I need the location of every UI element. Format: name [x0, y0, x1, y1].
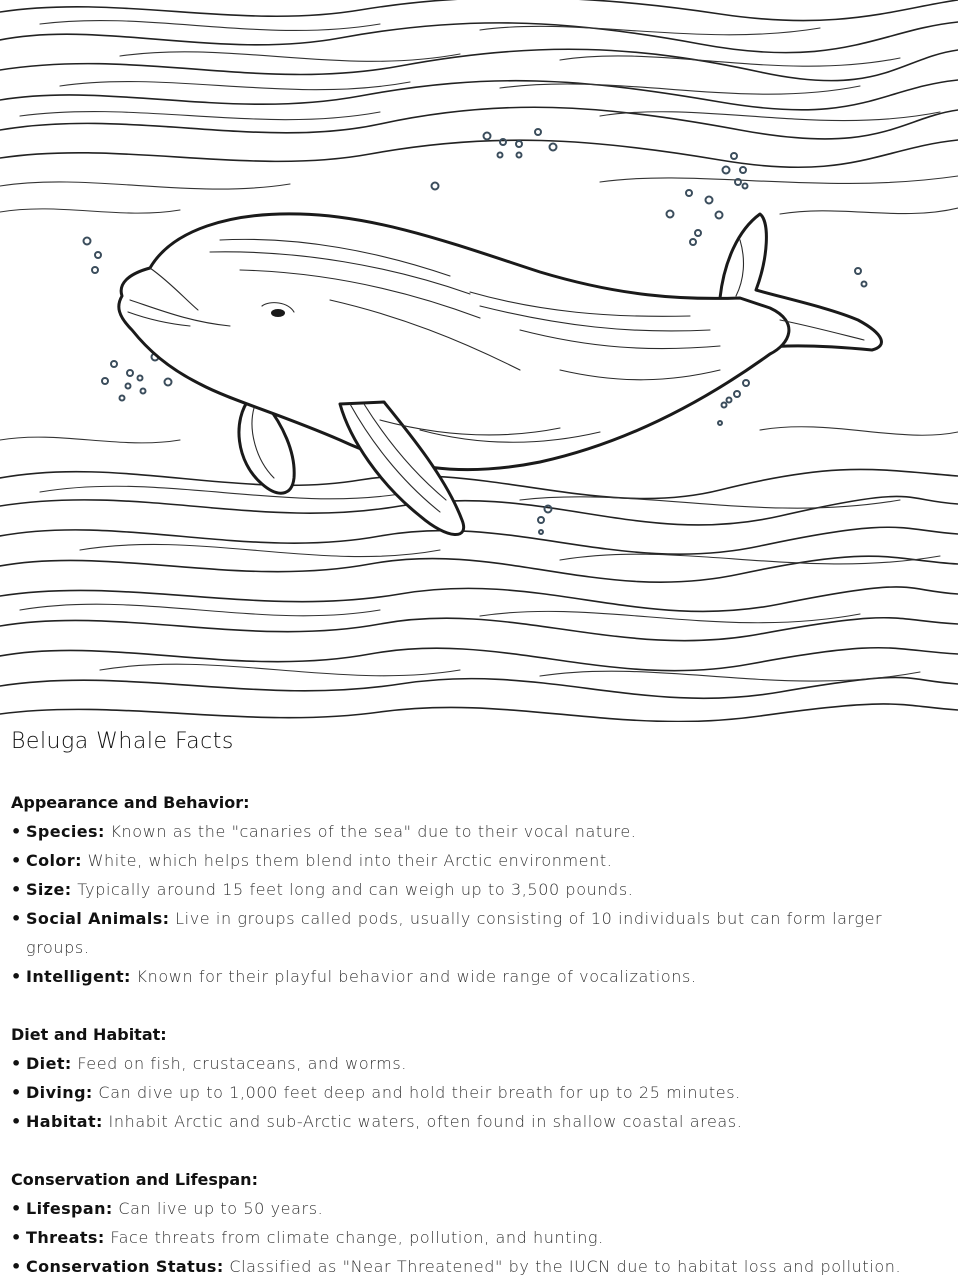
fact-text: Can live up to 50 years. — [118, 1199, 324, 1218]
facts-document — [11, 727, 951, 1281]
section-conservation-lifespan — [11, 1165, 951, 1281]
fact-list — [11, 1194, 951, 1281]
fact-item-size — [11, 875, 951, 904]
bullet: • — [11, 909, 22, 928]
bullet: • — [11, 822, 22, 841]
section-heading: Appearance and Behavior: — [11, 793, 250, 812]
fact-text: Inhabit Arctic and sub-Arctic waters, often found in shallow coastal areas. — [108, 1112, 743, 1131]
fact-label: Color: — [26, 851, 82, 870]
fact-text: Typically around 15 feet long and can weigh up to 3,500 pounds. — [77, 880, 634, 899]
bullet: • — [11, 1199, 22, 1218]
fact-label: Social Animals: — [26, 909, 170, 928]
section-heading: Diet and Habitat: — [11, 1025, 167, 1044]
fact-item-habitat — [11, 1107, 951, 1136]
fact-list — [11, 817, 951, 991]
fact-item-diet — [11, 1049, 951, 1078]
page-title: Beluga Whale Facts — [11, 729, 234, 754]
fact-label: Intelligent: — [26, 967, 131, 986]
fact-text: Known as the "canaries of the sea" due to their vocal nature. — [110, 822, 637, 841]
fact-label: Diving: — [26, 1083, 93, 1102]
fact-list — [11, 1049, 951, 1136]
fact-label: Size: — [26, 880, 72, 899]
fact-text: Live in groups called pods, usually consisting of 10 individuals but can form larger groups. — [26, 909, 883, 957]
fact-item-threats — [11, 1223, 951, 1252]
section-diet-habitat — [11, 1020, 951, 1136]
fact-item-color — [11, 846, 951, 875]
bullet: • — [11, 1228, 22, 1247]
bullet: • — [11, 1083, 22, 1102]
bullet: • — [11, 851, 22, 870]
fact-text: Classified as "Near Threatened" by the IUCN due to habitat loss and pollution. — [229, 1257, 902, 1276]
bullet: • — [11, 880, 22, 899]
bullet: • — [11, 1257, 22, 1276]
fact-label: Lifespan: — [26, 1199, 113, 1218]
fact-label: Habitat: — [26, 1112, 103, 1131]
fact-label: Conservation Status: — [26, 1257, 224, 1276]
fact-text: Feed on fish, crustaceans, and worms. — [77, 1054, 407, 1073]
fact-item-lifespan — [11, 1194, 951, 1223]
bullet: • — [11, 1112, 22, 1131]
bullet: • — [11, 1054, 22, 1073]
fact-label: Diet: — [26, 1054, 72, 1073]
fact-text: Known for their playful behavior and wide range of vocalizations. — [136, 967, 697, 986]
fact-item-social-animals — [11, 904, 951, 962]
fact-text: Can dive up to 1,000 feet deep and hold their breath for up to 25 minutes. — [98, 1083, 741, 1102]
fact-item-species — [11, 817, 951, 846]
fact-text: Face threats from climate change, pollution, and hunting. — [110, 1228, 604, 1247]
fact-label: Threats: — [26, 1228, 105, 1247]
section-heading: Conservation and Lifespan: — [11, 1170, 258, 1189]
fact-item-diving — [11, 1078, 951, 1107]
fact-label: Species: — [26, 822, 105, 841]
fact-item-intelligent — [11, 962, 951, 991]
section-appearance-behavior — [11, 788, 951, 991]
fact-text: White, which helps them blend into their Arctic environment. — [87, 851, 613, 870]
bullet: • — [11, 967, 22, 986]
